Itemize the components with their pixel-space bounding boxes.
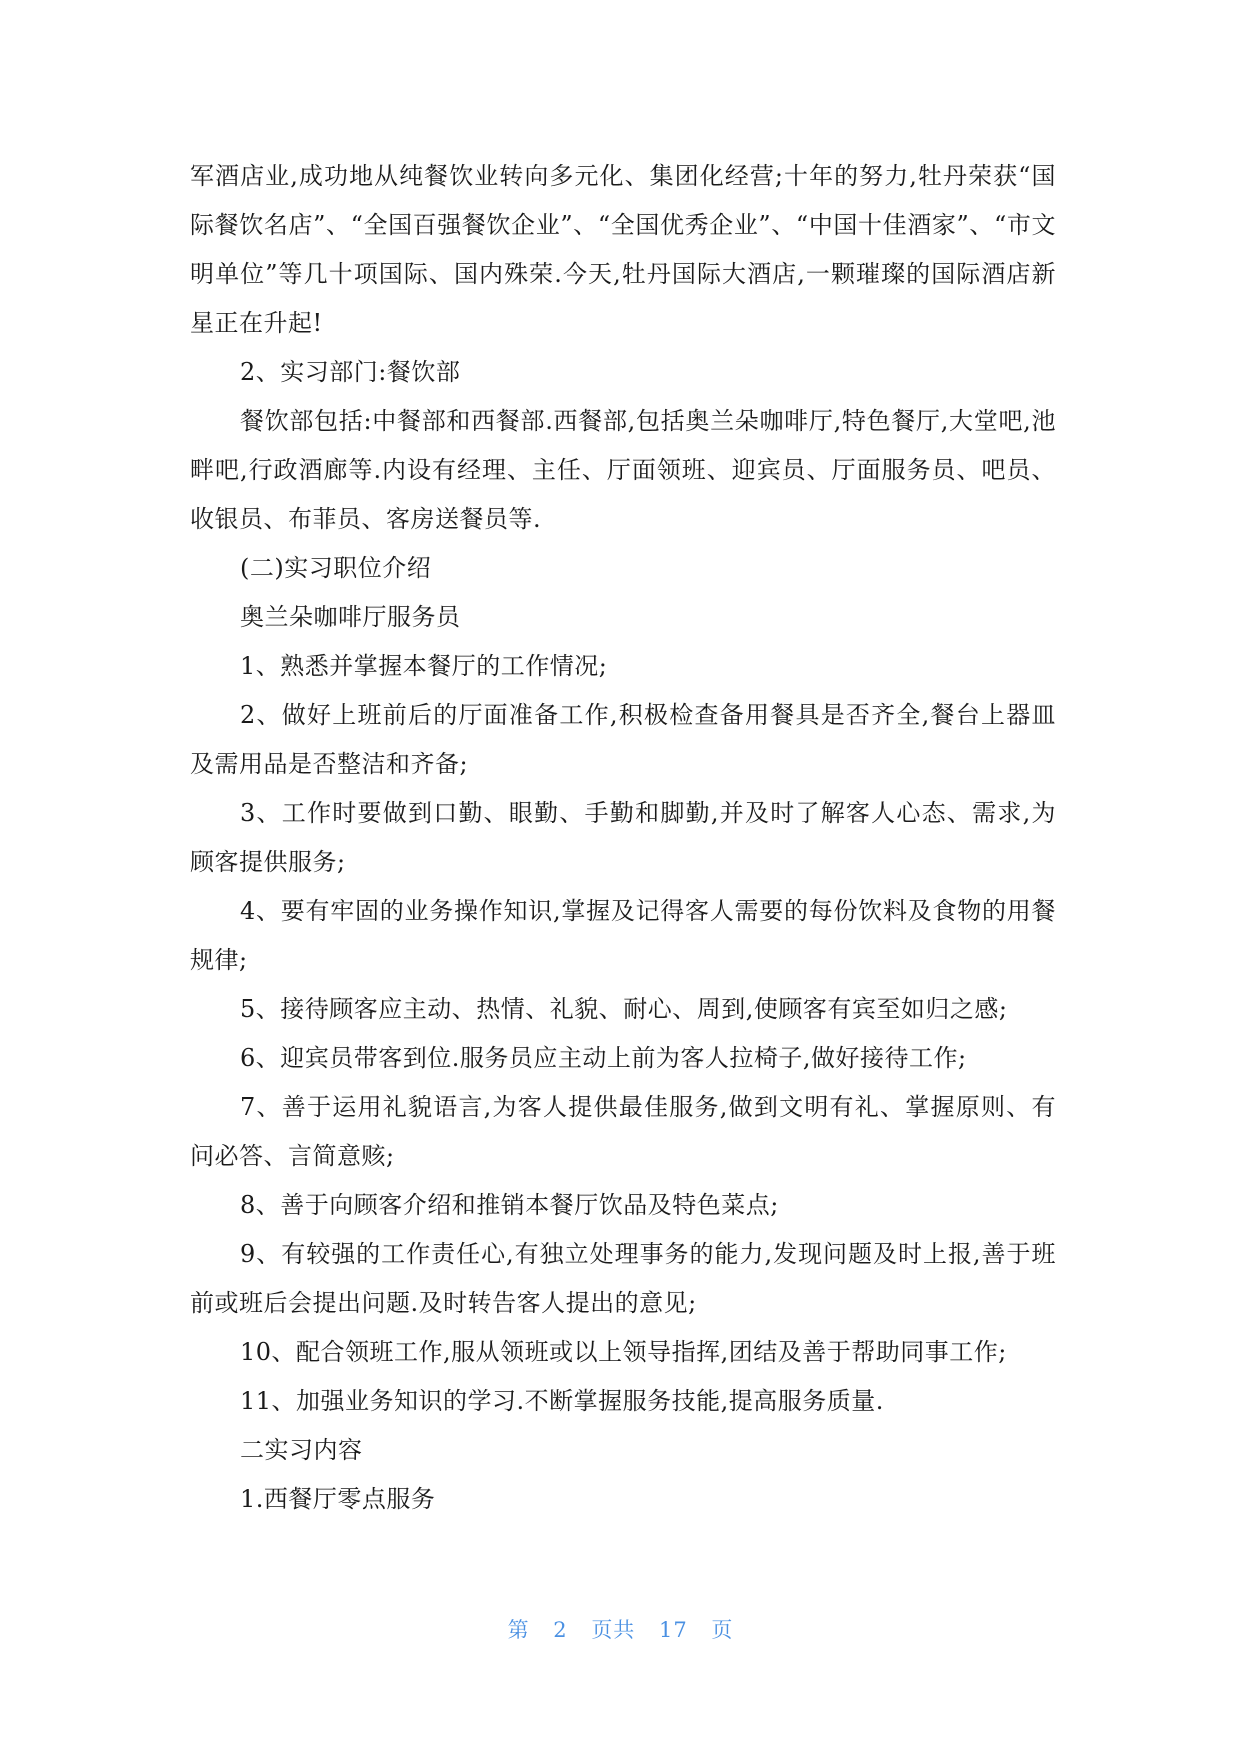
paragraph: 餐饮部包括:中餐部和西餐部.西餐部,包括奥兰朵咖啡厅,特色餐厅,大堂吧,池畔吧,行政酒廊等.内设有经理、主任、厅面领班、迎宾员、厅面服务员、吧员、收银员、布菲员、客房送餐员等. — [190, 407, 1056, 533]
list-item: 5、接待顾客应主动、热情、礼貌、耐心、周到,使顾客有宾至如归之感; — [240, 995, 1008, 1023]
section-heading: (二)实习职位介绍 — [240, 554, 432, 582]
list-item: 3、工作时要做到口勤、眼勤、手勤和脚勤,并及时了解客人心态、需求,为顾客提供服务; — [190, 799, 1056, 876]
list-item: 1、熟悉并掌握本餐厅的工作情况; — [240, 652, 608, 680]
footer-middle: 页共 — [591, 1618, 636, 1642]
list-item: 11、加强业务知识的学习.不断掌握服务技能,提高服务质量. — [240, 1387, 884, 1415]
footer-prefix: 第 — [507, 1618, 530, 1642]
section-heading: 二实习内容 — [240, 1436, 363, 1464]
list-item: 10、配合领班工作,服从领班或以上领导指挥,团结及善于帮助同事工作; — [240, 1338, 1007, 1366]
list-item: 9、有较强的工作责任心,有独立处理事务的能力,发现问题及时上报,善于班前或班后会提出问题.及时转告客人提出的意见; — [190, 1240, 1056, 1317]
paragraph: 军酒店业,成功地从纯餐饮业转向多元化、集团化经营;十年的努力,牡丹荣获“国际餐饮名店”、“全国百强餐饮企业”、“全国优秀企业”、“中国十佳酒家”、“市文明单位”等几十项国际、国内殊荣.今天,牡丹国际大酒店,一颗璀璨的国际酒店新星正在升起! — [190, 162, 1056, 337]
current-page-number: 2 — [553, 1618, 568, 1642]
paragraph: 2、实习部门:餐饮部 — [240, 358, 461, 386]
list-item: 2、做好上班前后的厅面准备工作,积极检查备用餐具是否齐全,餐台上器皿及需用品是否整洁和齐备; — [190, 701, 1056, 778]
footer-suffix: 页 — [711, 1618, 734, 1642]
total-pages-number: 17 — [659, 1618, 688, 1642]
document-body — [190, 152, 1056, 1524]
subheading: 奥兰朵咖啡厅服务员 — [240, 603, 461, 631]
page-footer — [0, 1614, 1241, 1644]
subheading: 1.西餐厅零点服务 — [240, 1485, 436, 1513]
list-item: 8、善于向顾客介绍和推销本餐厅饮品及特色菜点; — [240, 1191, 779, 1219]
list-item: 4、要有牢固的业务操作知识,掌握及记得客人需要的每份饮料及食物的用餐规律; — [190, 897, 1056, 974]
list-item: 6、迎宾员带客到位.服务员应主动上前为客人拉椅子,做好接待工作; — [240, 1044, 967, 1072]
list-item: 7、善于运用礼貌语言,为客人提供最佳服务,做到文明有礼、掌握原则、有问必答、言简意赅; — [190, 1093, 1056, 1170]
